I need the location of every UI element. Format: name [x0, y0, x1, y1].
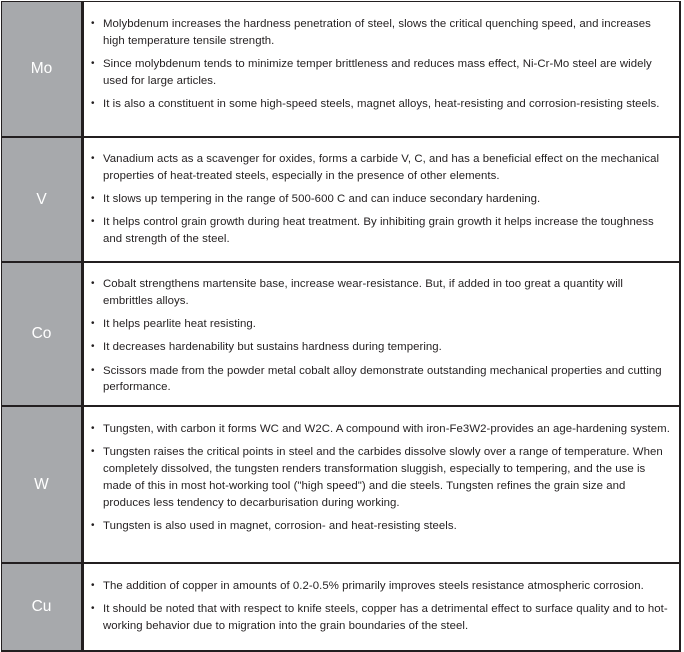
list-item: • Tungsten is also used in magnet, corrosion- and heat-resisting steels. — [91, 518, 673, 535]
list-item: • It slows up tempering in the range of 500-600 C and can induce secondary hardening. — [91, 191, 673, 208]
element-label: W — [2, 407, 84, 562]
element-label: V — [2, 138, 84, 261]
bullet-list — [91, 421, 673, 535]
bullet-list — [91, 578, 673, 635]
alloying-elements-table — [1, 1, 681, 652]
list-item: • It helps pearlite heat resisting. — [91, 316, 673, 333]
table-row-cu — [2, 564, 679, 651]
list-item: • Scissors made from the powder metal cobalt alloy demonstrate outstanding mechanical properties and cutting performance. — [91, 363, 673, 397]
element-label: Cu — [2, 564, 84, 650]
element-description — [84, 263, 679, 405]
element-label: Co — [2, 263, 84, 405]
bullet-list — [91, 16, 673, 113]
element-description — [84, 564, 679, 650]
list-item: • It is also a constituent in some high-speed steels, magnet alloys, heat-resisting and corrosion-resisting steels. — [91, 96, 673, 113]
list-item: • Since molybdenum tends to minimize temper brittleness and reduces mass effect, Ni-Cr-Mo steel are widely used for large articles. — [91, 56, 673, 90]
element-description — [84, 2, 679, 136]
table-row-mo — [2, 2, 679, 138]
list-item: • It helps control grain growth during heat treatment. By inhibiting grain growth it helps increase the toughness and strength of the steel. — [91, 214, 673, 248]
list-item: • The addition of copper in amounts of 0.2-0.5% primarily improves steels resistance atmospheric corrosion. — [91, 578, 673, 595]
list-item: • Tungsten raises the critical points in steel and the carbides dissolve slowly over a range of temperature. When completely dissolved, the tungsten renders transformation sluggish, especially to tempering, and the use is made of this in most hot-working tool ("high speed") and die steels. Tungsten refines the grain size and produces less tendency to decarburisation during working. — [91, 444, 673, 511]
element-description — [84, 407, 679, 562]
table-row-v — [2, 138, 679, 263]
table-row-co — [2, 263, 679, 407]
list-item: • It should be noted that with respect to knife steels, copper has a detrimental effect to surface quality and to hot-working behavior due to migration into the grain boundaries of the steel. — [91, 601, 673, 635]
bullet-list — [91, 151, 673, 248]
element-label: Mo — [2, 2, 84, 136]
list-item: • Tungsten, with carbon it forms WC and W2C. A compound with iron-Fe3W2-provides an age-hardening system. — [91, 421, 673, 438]
bullet-list — [91, 276, 673, 396]
list-item: • Cobalt strengthens martensite base, increase wear-resistance. But, if added in too great a quantity will embrittles alloys. — [91, 276, 673, 310]
element-description — [84, 138, 679, 261]
table-row-w — [2, 407, 679, 564]
list-item: • Molybdenum increases the hardness penetration of steel, slows the critical quenching speed, and increases high temperature tensile strength. — [91, 16, 673, 50]
list-item: • Vanadium acts as a scavenger for oxides, forms a carbide V, C, and has a beneficial effect on the mechanical properties of heat-treated steels, especially in the presence of other elements. — [91, 151, 673, 185]
list-item: • It decreases hardenability but sustains hardness during tempering. — [91, 339, 673, 356]
